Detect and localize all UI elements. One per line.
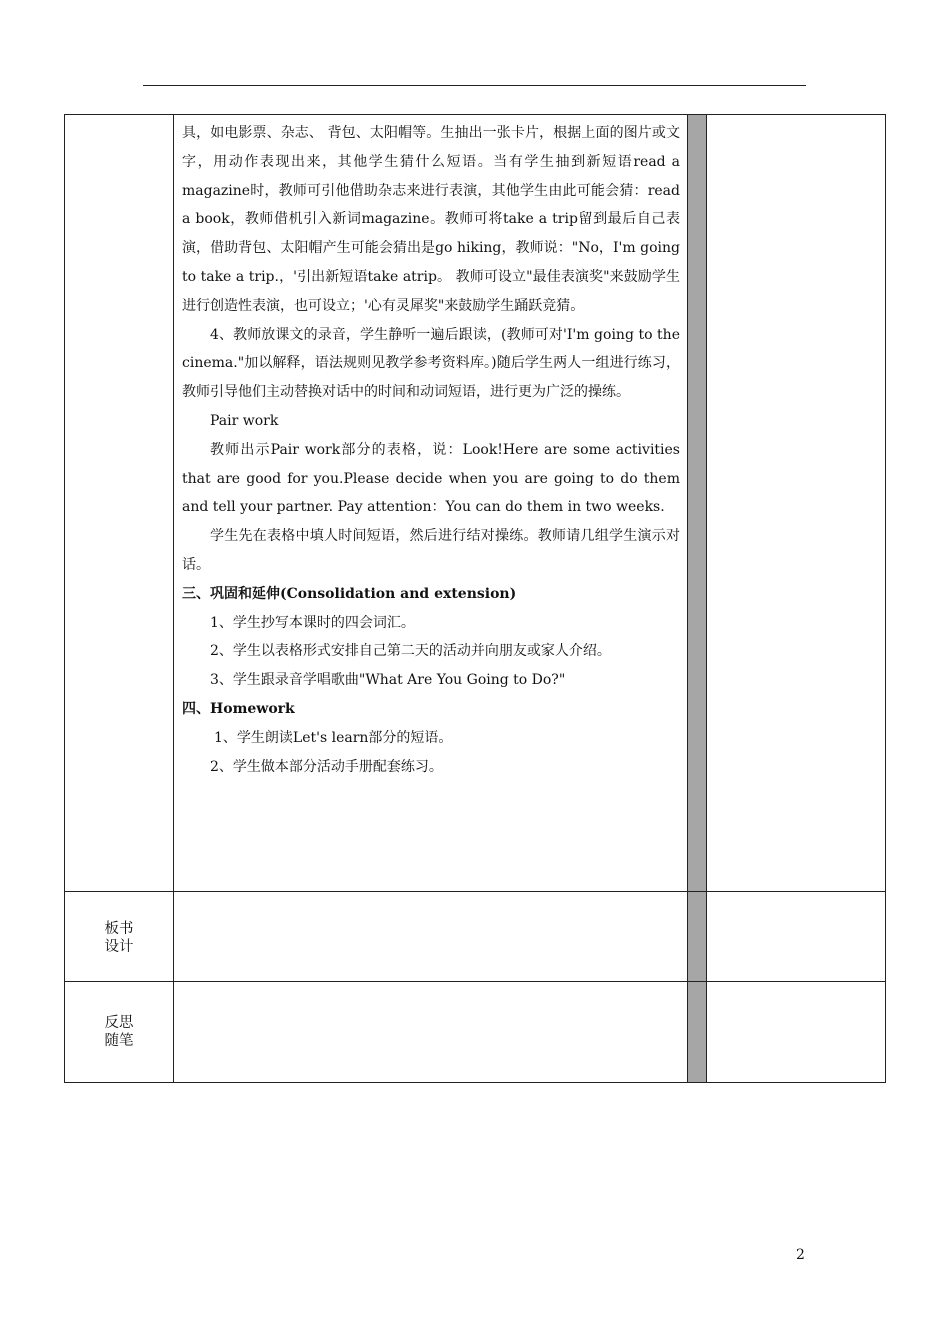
reflection-content-cell (174, 982, 688, 1083)
board-design-label (65, 892, 173, 956)
reflection-row (65, 982, 886, 1083)
section-homework-title: 四、Homework (182, 700, 295, 717)
consolidation-item-3: 3、学生跟录音学唱歌曲"What Are You Going to Do?" (210, 672, 566, 689)
teaching-content (174, 115, 687, 781)
lesson-plan-table (64, 114, 886, 1083)
page-number: 2 (796, 1247, 805, 1263)
board-design-notes-cell (707, 892, 886, 982)
paragraph-card-game: 具，如电影票、杂志、 背包、太阳帽等。生抽出一张卡片，根据上面的图片或文字，用动作表现出来，其他学生猜什么短语。当有学生抽到新短语read a magazine时，教师可引他借助杂志来进行表演，其他学生由此可能会猜：read a book，教师借机引入新词magazine。教师可将take a trip留到最后自己表演，借助背包、太阳帽产生可能会猜出是go hiking，教师说："No，I'm going to take a trip.，'引出新短语take atrip。 教师可设立"最佳表演奖"来鼓励学生进行创造性表演，也可设立；'心有灵犀奖"来鼓励学生踊跃竞猜。 (182, 125, 680, 314)
pair-work-heading: Pair work (210, 412, 279, 429)
board-design-row (65, 892, 886, 982)
notes-cell (707, 115, 886, 892)
homework-item-2: 2、学生做本部分活动手册配套练习。 (210, 758, 443, 775)
paragraph-pair-work: 教师出示Pair work部分的表格，说：Look!Here are some activities that are good for you.Please decide when you are going to do them and tell your partner. Pay attention：You can do them in two weeks. (182, 441, 680, 516)
teaching-process-row (65, 115, 886, 892)
reflection-label-line1: 反思 (104, 1015, 134, 1031)
reflection-label (65, 982, 173, 1050)
gray-separator-column (688, 892, 707, 982)
board-design-label-line2: 设计 (104, 939, 134, 955)
board-design-content-cell (174, 892, 688, 982)
section-consolidation-title: 三、巩固和延伸(Consolidation and extension) (182, 585, 517, 602)
label-cell-empty (65, 115, 174, 892)
reflection-notes-cell (707, 982, 886, 1083)
board-design-label-line1: 板书 (104, 921, 134, 937)
header-rule (143, 85, 806, 86)
reflection-label-line2: 随笔 (104, 1033, 134, 1049)
board-design-label-cell (65, 892, 174, 982)
teaching-content-cell (174, 115, 688, 892)
homework-item-1: 1、学生朗读Let's learn部分的短语。 (214, 729, 453, 746)
gray-separator-column (688, 115, 707, 892)
reflection-label-cell (65, 982, 174, 1083)
paragraph-recording: 4、教师放课文的录音，学生静听一遍后跟读，(教师可对'I'm going to the cinema."加以解释，语法规则见教学参考资料库。)随后学生两人一组进行练习，教师引导他们主动替换对话中的时间和动词短语，进行更为广泛的操练。 (182, 326, 680, 401)
consolidation-item-1: 1、学生抄写本课时的四会词汇。 (210, 614, 415, 631)
paragraph-pair-practice: 学生先在表格中填人时间短语，然后进行结对操练。教师请几组学生演示对话。 (182, 528, 680, 573)
gray-separator-column (688, 982, 707, 1083)
consolidation-item-2: 2、学生以表格形式安排自己第二天的活动并向朋友或家人介绍。 (210, 643, 611, 660)
